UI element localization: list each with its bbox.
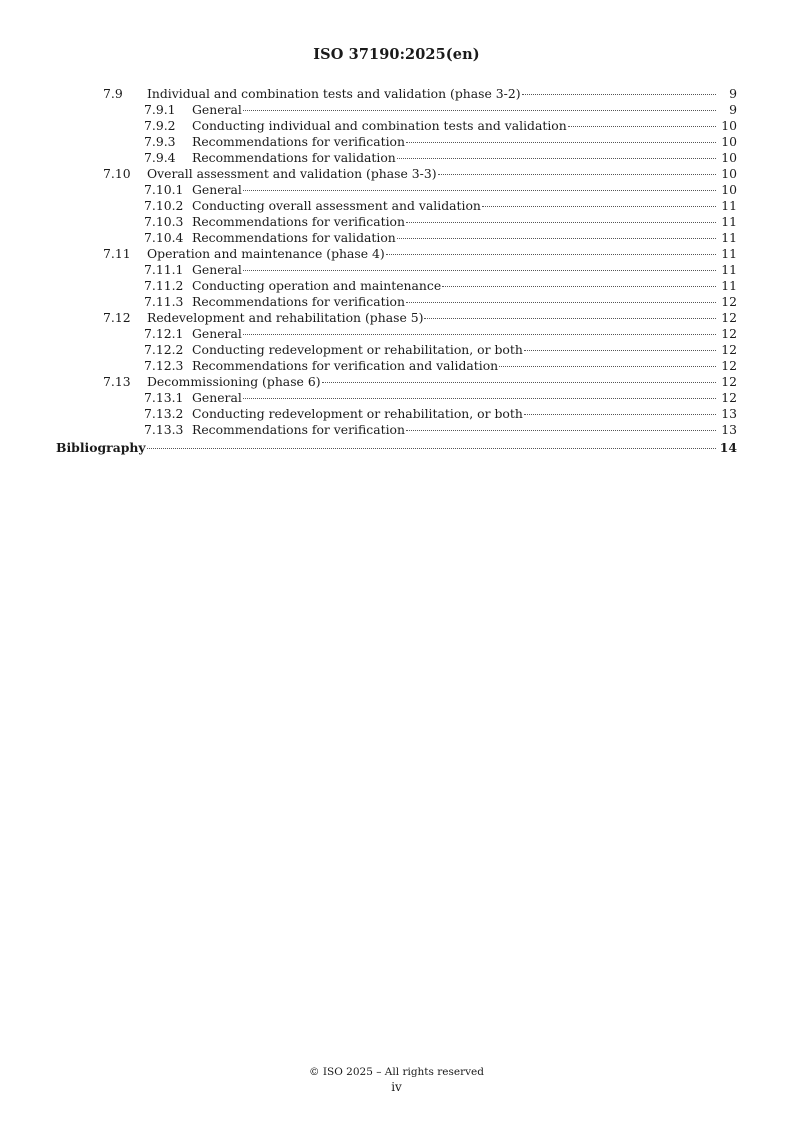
toc-entry[interactable] (0, 390, 793, 406)
toc-entry[interactable] (0, 166, 793, 182)
dot-leader (397, 238, 716, 239)
toc-entry-title: Conducting overall assessment and validation (192, 198, 481, 213)
toc-entry-number: 7.10.4 (144, 230, 184, 245)
toc-entry-page: 12 (721, 310, 737, 325)
toc-entry-number: 7.10.1 (144, 182, 184, 197)
toc-entry-page: 10 (721, 134, 737, 149)
dot-leader (243, 398, 716, 399)
toc-entry[interactable] (0, 118, 793, 134)
dot-leader (522, 94, 716, 95)
toc-entry-page: 11 (721, 230, 737, 245)
toc-entry-title: Individual and combination tests and validation (phase 3-2) (147, 86, 521, 101)
table-of-contents (0, 86, 793, 456)
toc-entry[interactable] (0, 86, 793, 102)
toc-entry[interactable] (0, 214, 793, 230)
toc-entry-page: 10 (721, 166, 737, 181)
toc-entry-number: 7.13.3 (144, 422, 184, 437)
toc-entry-number: 7.12.2 (144, 342, 184, 357)
toc-entry-page: 13 (721, 422, 737, 437)
toc-entry-page: 12 (721, 358, 737, 373)
toc-entry-number: 7.12.1 (144, 326, 184, 341)
toc-entry[interactable] (0, 134, 793, 150)
toc-entry-page: 12 (721, 374, 737, 389)
toc-entry-title: Decommissioning (phase 6) (147, 374, 321, 389)
toc-entry-title: Bibliography (56, 440, 146, 455)
dot-leader (243, 270, 716, 271)
toc-entry-number: 7.10.2 (144, 198, 184, 213)
dot-leader (438, 174, 716, 175)
dot-leader (482, 206, 716, 207)
toc-entry[interactable] (0, 406, 793, 422)
toc-entry-number: 7.10.3 (144, 214, 184, 229)
dot-leader (147, 448, 716, 449)
toc-entry-title: Redevelopment and rehabilitation (phase 5) (147, 310, 424, 325)
toc-entry-title: Conducting operation and maintenance (192, 278, 442, 293)
dot-leader (406, 302, 716, 303)
toc-entry-title: General (192, 326, 242, 341)
toc-entry-title: Recommendations for verification (192, 422, 405, 437)
toc-entry-number: 7.9.4 (144, 150, 176, 165)
toc-entry-page: 10 (721, 118, 737, 133)
toc-entry-page: 9 (729, 86, 737, 101)
toc-entry-title: Overall assessment and validation (phase 3-3) (147, 166, 437, 181)
toc-entry-title: Recommendations for validation (192, 230, 396, 245)
toc-entry-title: Conducting individual and combination tests and validation (192, 118, 567, 133)
toc-entry-page: 10 (721, 182, 737, 197)
toc-entry-number: 7.12 (103, 310, 131, 325)
toc-entry-number: 7.12.3 (144, 358, 184, 373)
toc-entry-title: Conducting redevelopment or rehabilitation, or both (192, 342, 523, 357)
toc-entry-title: Operation and maintenance (phase 4) (147, 246, 385, 261)
toc-entry-number: 7.13.1 (144, 390, 184, 405)
toc-entry-page: 11 (721, 198, 737, 213)
dot-leader (524, 414, 716, 415)
toc-entry[interactable] (0, 374, 793, 390)
toc-entry[interactable] (0, 294, 793, 310)
toc-entry[interactable] (0, 246, 793, 262)
toc-entry-number: 7.11.1 (144, 262, 184, 277)
toc-entry-page: 12 (721, 294, 737, 309)
toc-entry[interactable] (0, 278, 793, 294)
toc-entry-page: 11 (721, 262, 737, 277)
toc-entry-title: Recommendations for validation (192, 150, 396, 165)
dot-leader (524, 350, 716, 351)
toc-entry-page: 11 (721, 214, 737, 229)
dot-leader (406, 430, 716, 431)
toc-entry[interactable] (0, 310, 793, 326)
toc-entry-page: 9 (729, 102, 737, 117)
toc-entry-page: 12 (721, 326, 737, 341)
copyright-notice: © ISO 2025 – All rights reserved (309, 1066, 484, 1078)
toc-entry-number: 7.11.3 (144, 294, 184, 309)
toc-entry[interactable] (0, 182, 793, 198)
dot-leader (243, 110, 716, 111)
dot-leader (442, 286, 716, 287)
dot-leader (386, 254, 716, 255)
toc-entry-number: 7.13.2 (144, 406, 184, 421)
toc-entry-number: 7.10 (103, 166, 131, 181)
toc-entry-number: 7.11 (103, 246, 131, 261)
toc-entry-page: 14 (719, 440, 737, 455)
toc-entry[interactable] (0, 262, 793, 278)
toc-entry[interactable] (0, 422, 793, 438)
document-header: ISO 37190:2025(en) (313, 46, 480, 63)
toc-entry-page: 11 (721, 246, 737, 261)
toc-entry-number: 7.13 (103, 374, 131, 389)
page-number: iv (391, 1080, 402, 1094)
toc-entry-page: 12 (721, 342, 737, 357)
toc-entry-page: 11 (721, 278, 737, 293)
dot-leader (568, 126, 716, 127)
toc-entry-title: Conducting redevelopment or rehabilitation, or both (192, 406, 523, 421)
dot-leader (406, 222, 716, 223)
toc-entry[interactable] (0, 326, 793, 342)
toc-entry-page: 10 (721, 150, 737, 165)
dot-leader (424, 318, 716, 319)
toc-entry-title: General (192, 262, 242, 277)
toc-entry-page: 12 (721, 390, 737, 405)
toc-entry-number: 7.9.3 (144, 134, 176, 149)
toc-entry-page: 13 (721, 406, 737, 421)
toc-entry[interactable] (0, 102, 793, 118)
toc-entry[interactable] (0, 358, 793, 374)
dot-leader (243, 190, 716, 191)
dot-leader (397, 158, 716, 159)
toc-entry-number: 7.9.2 (144, 118, 176, 133)
dot-leader (499, 366, 716, 367)
toc-entry-number: 7.11.2 (144, 278, 184, 293)
toc-entry-title: General (192, 390, 242, 405)
toc-entry-number: 7.9.1 (144, 102, 176, 117)
toc-entry-title: General (192, 102, 242, 117)
toc-entry-title: Recommendations for verification (192, 134, 405, 149)
toc-entry-title: Recommendations for verification (192, 214, 405, 229)
dot-leader (322, 382, 716, 383)
dot-leader (406, 142, 716, 143)
toc-entry-number: 7.9 (103, 86, 123, 101)
dot-leader (243, 334, 716, 335)
toc-entry-title: General (192, 182, 242, 197)
toc-entry[interactable] (0, 150, 793, 166)
toc-entry[interactable] (0, 198, 793, 214)
toc-entry[interactable] (0, 342, 793, 358)
toc-entry[interactable] (0, 230, 793, 246)
toc-entry-title: Recommendations for verification (192, 294, 405, 309)
toc-entry[interactable] (0, 440, 793, 456)
toc-entry-title: Recommendations for verification and validation (192, 358, 499, 373)
page-footer (0, 1066, 793, 1094)
